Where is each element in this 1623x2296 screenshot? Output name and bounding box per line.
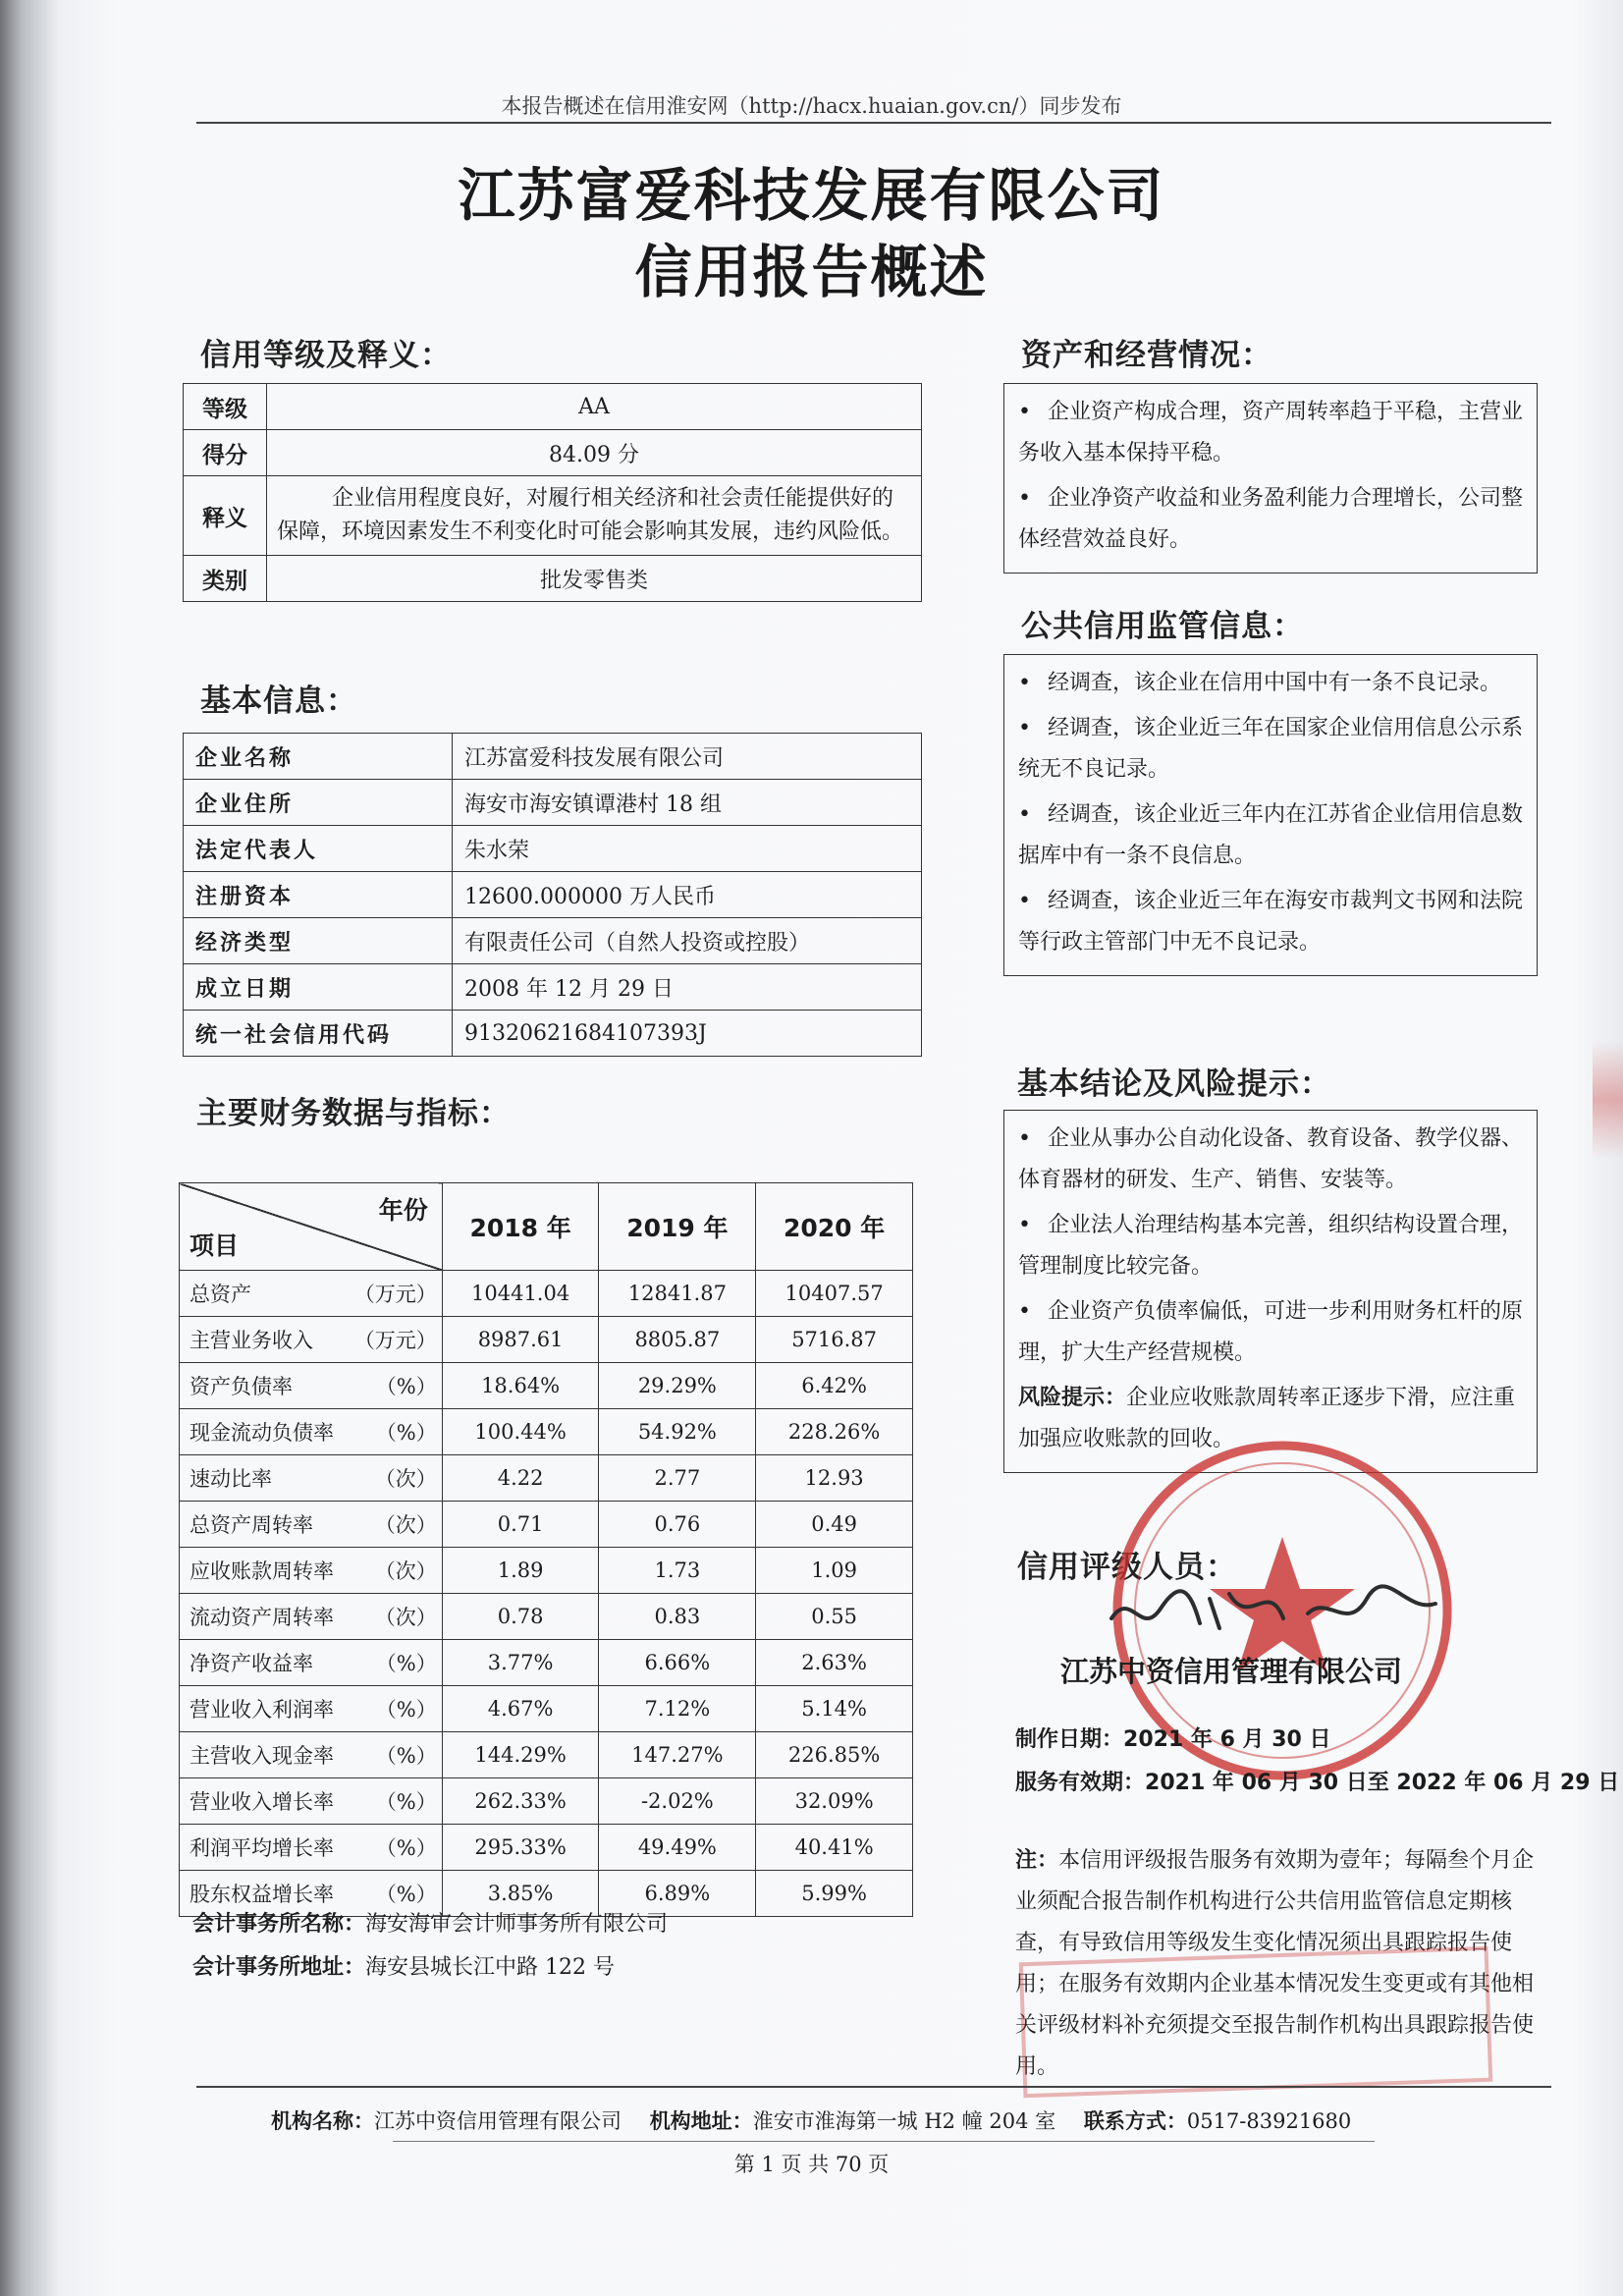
metric-value: 228.26% xyxy=(756,1409,913,1455)
metric-label: 利润平均增长率 xyxy=(189,1836,334,1860)
metric-value: 147.27% xyxy=(599,1732,756,1778)
rating-category: 批发零售类 xyxy=(267,556,922,602)
metric-label: 股东权益增长率 xyxy=(189,1883,334,1906)
rating-score: 84.09 分 xyxy=(267,430,922,476)
metric-value: 5.14% xyxy=(756,1686,913,1732)
list-item: • 企业资产负债率偏低，可进一步利用财务杠杆的原理，扩大生产经营规模。 xyxy=(1018,1299,1524,1365)
org-name: 江苏中资信用管理有限公司 xyxy=(374,2109,622,2133)
basic-key: 经济类型 xyxy=(184,918,453,964)
metric-value: 6.89% xyxy=(599,1871,756,1917)
risk-label: 风险提示： xyxy=(1018,1386,1127,1410)
year-header: 2020 年 xyxy=(756,1183,913,1271)
metric-value: 6.66% xyxy=(599,1640,756,1686)
credit-code: 91320621684107393J xyxy=(453,1011,922,1057)
list-item: • 企业法人治理结构基本完善，组织结构设置合理，管理制度比较完备。 xyxy=(1018,1213,1524,1279)
header-rule xyxy=(196,122,1551,124)
metric-name xyxy=(180,1640,443,1686)
table-header-row xyxy=(180,1183,913,1271)
metric-value: 5716.87 xyxy=(756,1317,913,1363)
registered-capital: 12600.000000 万人民币 xyxy=(453,872,922,918)
accounting-addr-line xyxy=(192,1950,615,1981)
table-row xyxy=(184,964,922,1011)
table-row xyxy=(184,780,922,826)
table-row xyxy=(180,1594,913,1640)
report-title: 信用报告概述 xyxy=(634,239,989,305)
table-row xyxy=(184,734,922,780)
metric-unit: （%） xyxy=(375,1790,437,1814)
metric-name xyxy=(180,1409,443,1455)
table-row xyxy=(180,1271,913,1317)
accounting-firm-line xyxy=(192,1907,668,1938)
edge-stamp-icon xyxy=(1593,1041,1623,1159)
rating-grade: AA xyxy=(267,384,922,430)
credit-rating-table xyxy=(183,383,922,602)
rating-staff-heading: 信用评级人员： xyxy=(1017,1550,1237,1585)
footer-line xyxy=(196,2105,1551,2135)
metric-label: 总资产 xyxy=(189,1283,251,1306)
footer-subrule xyxy=(393,2141,1375,2142)
establish-date: 2008 年 12 月 29 日 xyxy=(453,964,922,1011)
basic-key: 成立日期 xyxy=(184,964,453,1011)
table-row xyxy=(180,1778,913,1825)
metric-label: 营业收入利润率 xyxy=(189,1698,334,1722)
metric-value: 0.49 xyxy=(756,1502,913,1548)
addr-label: 机构地址： xyxy=(649,2109,753,2133)
metric-value: 10407.57 xyxy=(756,1271,913,1317)
metric-name xyxy=(180,1317,443,1363)
metric-value: 12.93 xyxy=(756,1455,913,1502)
metric-name xyxy=(180,1363,443,1409)
metric-value: 54.92% xyxy=(599,1409,756,1455)
contact-label: 联系方式： xyxy=(1083,2109,1187,2133)
basic-key: 企业住所 xyxy=(184,780,453,826)
table-row xyxy=(184,384,922,430)
made-date-line xyxy=(1015,1722,1330,1753)
basic-key: 注册资本 xyxy=(184,872,453,918)
metric-unit: （次） xyxy=(374,1606,437,1629)
table-row xyxy=(180,1409,913,1455)
rating-company-name: 江苏中资信用管理有限公司 xyxy=(1060,1655,1403,1688)
metric-name xyxy=(180,1271,443,1317)
list-item: • 经调查，该企业在信用中国中有一条不良记录。 xyxy=(1018,671,1502,695)
public-credit-heading: 公共信用监管信息： xyxy=(1021,609,1304,644)
table-row xyxy=(184,872,922,918)
metric-unit: （%） xyxy=(375,1375,437,1398)
table-row xyxy=(180,1825,913,1871)
metric-label: 总资产周转率 xyxy=(189,1513,313,1537)
rating-key: 释义 xyxy=(184,476,267,556)
basic-key: 企业名称 xyxy=(184,734,453,780)
financial-heading: 主要财务数据与指标： xyxy=(196,1096,511,1131)
metric-label: 流动资产周转率 xyxy=(189,1606,334,1629)
org-label: 机构名称： xyxy=(271,2109,374,2133)
metric-value: 2.77 xyxy=(599,1455,756,1502)
metric-label: 现金流动负债率 xyxy=(189,1421,334,1445)
company-title: 江苏富爱科技发展有限公司 xyxy=(458,162,1165,229)
metric-value: 10441.04 xyxy=(442,1271,599,1317)
rating-key: 得分 xyxy=(184,430,267,476)
table-row xyxy=(184,476,922,556)
metric-unit: （%） xyxy=(375,1652,437,1675)
metric-unit: （%） xyxy=(375,1421,437,1445)
list-item: • 经调查，该企业近三年在海安市裁判文书网和法院等行政主管部门中无不良记录。 xyxy=(1018,889,1524,955)
metric-unit: （万元） xyxy=(353,1283,437,1306)
metric-value: 0.76 xyxy=(599,1502,756,1548)
metric-value: 7.12% xyxy=(599,1686,756,1732)
conclusion-heading: 基本结论及风险提示： xyxy=(1017,1066,1331,1102)
note-text: 本信用评级报告服务有效期为壹年；每隔叁个月企业须配合报告制作机构进行公共信用监管信息定期核查，有导致信用等级发生变化情况须出具跟踪报告使用；在服务有效期内企业基本情况发生变更或有其他相关评级材料补充须提交至报告制作机构出具跟踪报告使用。 xyxy=(1015,1848,1535,2079)
metric-value: 3.77% xyxy=(442,1640,599,1686)
valid-period-line xyxy=(1015,1766,1619,1796)
metric-label: 净资产收益率 xyxy=(189,1652,313,1675)
table-row xyxy=(180,1640,913,1686)
company-address: 海安市海安镇谭港村 18 组 xyxy=(453,780,922,826)
made-date-label: 制作日期： xyxy=(1015,1727,1124,1752)
org-address: 淮安市淮海第一城 H2 幢 204 室 xyxy=(752,2109,1056,2133)
metric-value: 8987.61 xyxy=(442,1317,599,1363)
metric-unit: （次） xyxy=(374,1467,437,1491)
metric-value: 1.73 xyxy=(599,1548,756,1594)
metric-unit: （次） xyxy=(374,1559,437,1583)
metric-value: 0.83 xyxy=(599,1594,756,1640)
metric-label: 应收账款周转率 xyxy=(189,1559,334,1583)
accounting-firm-label: 会计事务所名称： xyxy=(192,1912,366,1937)
table-row xyxy=(180,1732,913,1778)
metric-value: 18.64% xyxy=(442,1363,599,1409)
metric-name xyxy=(180,1778,443,1825)
year-header: 2019 年 xyxy=(599,1183,756,1271)
metric-value: 295.33% xyxy=(442,1825,599,1871)
table-row xyxy=(180,1686,913,1732)
metric-value: 3.85% xyxy=(442,1871,599,1917)
table-corner xyxy=(180,1183,443,1271)
year-header: 2018 年 xyxy=(442,1183,599,1271)
metric-name xyxy=(180,1548,443,1594)
basic-info-table xyxy=(183,733,922,1057)
legal-representative: 朱水荣 xyxy=(453,826,922,872)
table-row xyxy=(184,556,922,602)
metric-name xyxy=(180,1594,443,1640)
table-row xyxy=(184,430,922,476)
metric-label: 资产负债率 xyxy=(189,1375,293,1398)
table-row xyxy=(184,1011,922,1057)
accounting-firm-name: 海安海审会计师事务所有限公司 xyxy=(365,1912,669,1937)
rating-explanation: 企业信用程度良好，对履行相关经济和社会责任能提供好的保障，环境因素发生不利变化时可能会影响其发展，违约风险低。 xyxy=(267,476,922,556)
basic-key: 统一社会信用代码 xyxy=(184,1011,453,1057)
metric-value: 0.55 xyxy=(756,1594,913,1640)
metric-name xyxy=(180,1686,443,1732)
metric-unit: （%） xyxy=(375,1698,437,1722)
risk-text: 企业应收账款周转率正逐步下滑，应注重加强应收账款的回收。 xyxy=(1018,1386,1516,1451)
financial-table xyxy=(179,1182,913,1917)
metric-name xyxy=(180,1455,443,1502)
accounting-addr-label: 会计事务所地址： xyxy=(192,1955,366,1980)
metric-value: 6.42% xyxy=(756,1363,913,1409)
valid-period: 2021 年 06 月 30 日至 2022 年 06 月 29 日 xyxy=(1145,1771,1620,1795)
footer-rule xyxy=(196,2086,1551,2088)
rectangular-stamp-icon xyxy=(1019,1946,1493,2099)
list-item: • 经调查，该企业近三年在国家企业信用信息公示系统无不良记录。 xyxy=(1018,716,1524,782)
table-row xyxy=(180,1502,913,1548)
table-row xyxy=(180,1455,913,1502)
public-credit-box xyxy=(1003,654,1538,976)
list-item: • 企业净资产收益和业务盈利能力合理增长，公司整体经营效益良好。 xyxy=(1018,486,1524,552)
metric-value: 40.41% xyxy=(756,1825,913,1871)
metric-value: 144.29% xyxy=(442,1732,599,1778)
metric-value: 12841.87 xyxy=(599,1271,756,1317)
metric-value: 100.44% xyxy=(442,1409,599,1455)
rating-key: 等级 xyxy=(184,384,267,430)
conclusion-box xyxy=(1003,1110,1538,1473)
valid-period-label: 服务有效期： xyxy=(1015,1771,1146,1795)
economic-type: 有限责任公司（自然人投资或控股） xyxy=(453,918,922,964)
table-row xyxy=(180,1548,913,1594)
metric-unit: （%） xyxy=(375,1836,437,1860)
metric-label: 营业收入增长率 xyxy=(189,1790,334,1814)
metric-value: 0.78 xyxy=(442,1594,599,1640)
metric-value: 0.71 xyxy=(442,1502,599,1548)
metric-value: 49.49% xyxy=(599,1825,756,1871)
metric-value: 2.63% xyxy=(756,1640,913,1686)
accounting-addr: 海安县城长江中路 122 号 xyxy=(365,1955,615,1980)
table-row xyxy=(184,918,922,964)
assets-box xyxy=(1003,383,1538,574)
metric-label: 主营业务收入 xyxy=(189,1329,313,1352)
sync-note: 本报告概述在信用淮安网（http://hacx.huaian.gov.cn/）同步发布 xyxy=(501,94,1122,118)
metric-value: 226.85% xyxy=(756,1732,913,1778)
assets-heading: 资产和经营情况： xyxy=(1021,338,1272,373)
metric-name xyxy=(180,1825,443,1871)
metric-unit: （万元） xyxy=(353,1329,437,1352)
corner-year-label: 年份 xyxy=(378,1196,428,1225)
metric-value: 8805.87 xyxy=(599,1317,756,1363)
metric-value: 4.67% xyxy=(442,1686,599,1732)
metric-unit: （%） xyxy=(375,1883,437,1906)
table-row xyxy=(184,826,922,872)
credit-rating-heading: 信用等级及释义： xyxy=(200,338,452,373)
metric-name xyxy=(180,1502,443,1548)
metric-unit: （次） xyxy=(374,1513,437,1537)
list-item: • 企业资产构成合理，资产周转率趋于平稳，主营业务收入基本保持平稳。 xyxy=(1018,400,1524,465)
list-item: • 经调查，该企业近三年内在江苏省企业信用信息数据库中有一条不良信息。 xyxy=(1018,802,1524,868)
metric-value: 4.22 xyxy=(442,1455,599,1502)
table-row xyxy=(180,1317,913,1363)
signature-icon xyxy=(1102,1569,1455,1648)
metric-name xyxy=(180,1732,443,1778)
corner-item-label: 项目 xyxy=(189,1231,240,1260)
metric-value: 1.89 xyxy=(442,1548,599,1594)
metric-label: 速动比率 xyxy=(189,1467,272,1491)
metric-unit: （%） xyxy=(375,1744,437,1768)
metric-value: -2.02% xyxy=(599,1778,756,1825)
list-item: • 企业从事办公自动化设备、教育设备、教学仪器、体育器材的研发、生产、销售、安装等。 xyxy=(1018,1126,1524,1192)
company-name: 江苏富爱科技发展有限公司 xyxy=(453,734,922,780)
contact-phone: 0517-83921680 xyxy=(1186,2109,1352,2133)
metric-value: 1.09 xyxy=(756,1548,913,1594)
basic-info-heading: 基本信息： xyxy=(200,683,357,719)
metric-value: 5.99% xyxy=(756,1871,913,1917)
page-number: 第 1 页 共 70 页 xyxy=(733,2153,890,2176)
metric-value: 262.33% xyxy=(442,1778,599,1825)
note-label: 注： xyxy=(1015,1848,1059,1873)
basic-key: 法定代表人 xyxy=(184,826,453,872)
metric-label: 主营收入现金率 xyxy=(189,1744,334,1768)
made-date: 2021 年 6 月 30 日 xyxy=(1123,1727,1331,1752)
rating-key: 类别 xyxy=(184,556,267,602)
metric-value: 32.09% xyxy=(756,1778,913,1825)
table-row xyxy=(180,1363,913,1409)
metric-value: 29.29% xyxy=(599,1363,756,1409)
